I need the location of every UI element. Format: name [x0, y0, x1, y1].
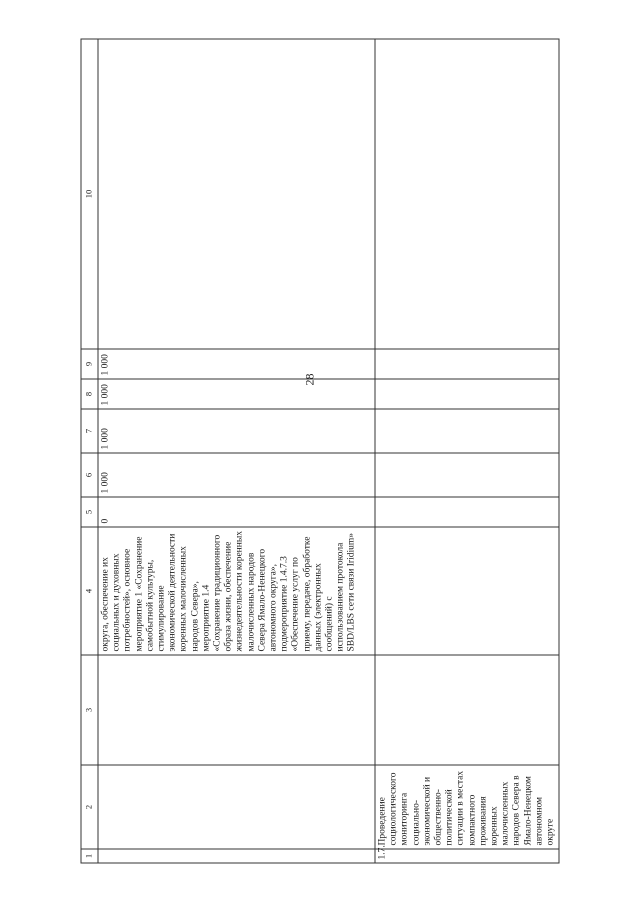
cell-value-5 [375, 497, 559, 527]
header-col-1: 1 [81, 849, 98, 863]
rotated-sheet [80, 38, 556, 863]
table-row-1-7 [375, 39, 559, 863]
cell-value-10 [375, 39, 559, 349]
header-col-5: 5 [81, 497, 98, 527]
cell-value-7: 1 000 [98, 409, 375, 453]
header-col-9: 9 [81, 349, 98, 379]
header-col-10: 10 [81, 39, 98, 349]
cell-value-5: 0 [98, 497, 375, 527]
cell-description: округа, обеспечение их социальных и духовных потребностей», основное мероприятие 1 «Сохранение самобытной культуры, стимулирование экономической деятельности коренных малочисленных народов Севера», мероприятие 1.4 «Сохранение традиционного образа жизни, обеспечение жизнедеятельности коренных малочисленных народов Севера Ямало-Ненецкого автономного округа», подмероприятие 1.4.7.3 «Обеспечение услуг по приему, передаче, обработке данных (электронных сообщений) с использованием протокола SBD/LBS сети связи Iridium» [98, 527, 375, 655]
header-col-3: 3 [81, 655, 98, 765]
cell-number: 1.7. [375, 849, 559, 863]
page-number: 28 [302, 373, 317, 386]
cell-value-8 [375, 379, 559, 409]
cell-description [375, 527, 559, 655]
table-row-continuation [98, 39, 375, 863]
cell-value-6: 1 000 [98, 453, 375, 497]
cell-number [98, 849, 375, 863]
cell-name: Проведение социологического мониторинга социально-экономической и общественно-политической ситуации в местах компактного проживания коренных малочисленных народов Севера в Ямало-Ненецком автономном округе [375, 765, 559, 849]
cell-value-9 [375, 349, 559, 379]
cell-value-9: 1 000 [98, 349, 375, 379]
cell-value-8: 1 000 [98, 379, 375, 409]
header-col-6: 6 [81, 453, 98, 497]
cell-col3 [375, 655, 559, 765]
cell-col3 [98, 655, 375, 765]
program-table [80, 38, 556, 863]
header-col-8: 8 [81, 379, 98, 409]
header-col-2: 2 [81, 765, 98, 849]
header-col-7: 7 [81, 409, 98, 453]
cell-value-7 [375, 409, 559, 453]
cell-value-10 [98, 39, 375, 349]
header-row [81, 39, 98, 863]
header-col-4: 4 [81, 527, 98, 655]
cell-name [98, 765, 375, 849]
cell-value-6 [375, 453, 559, 497]
